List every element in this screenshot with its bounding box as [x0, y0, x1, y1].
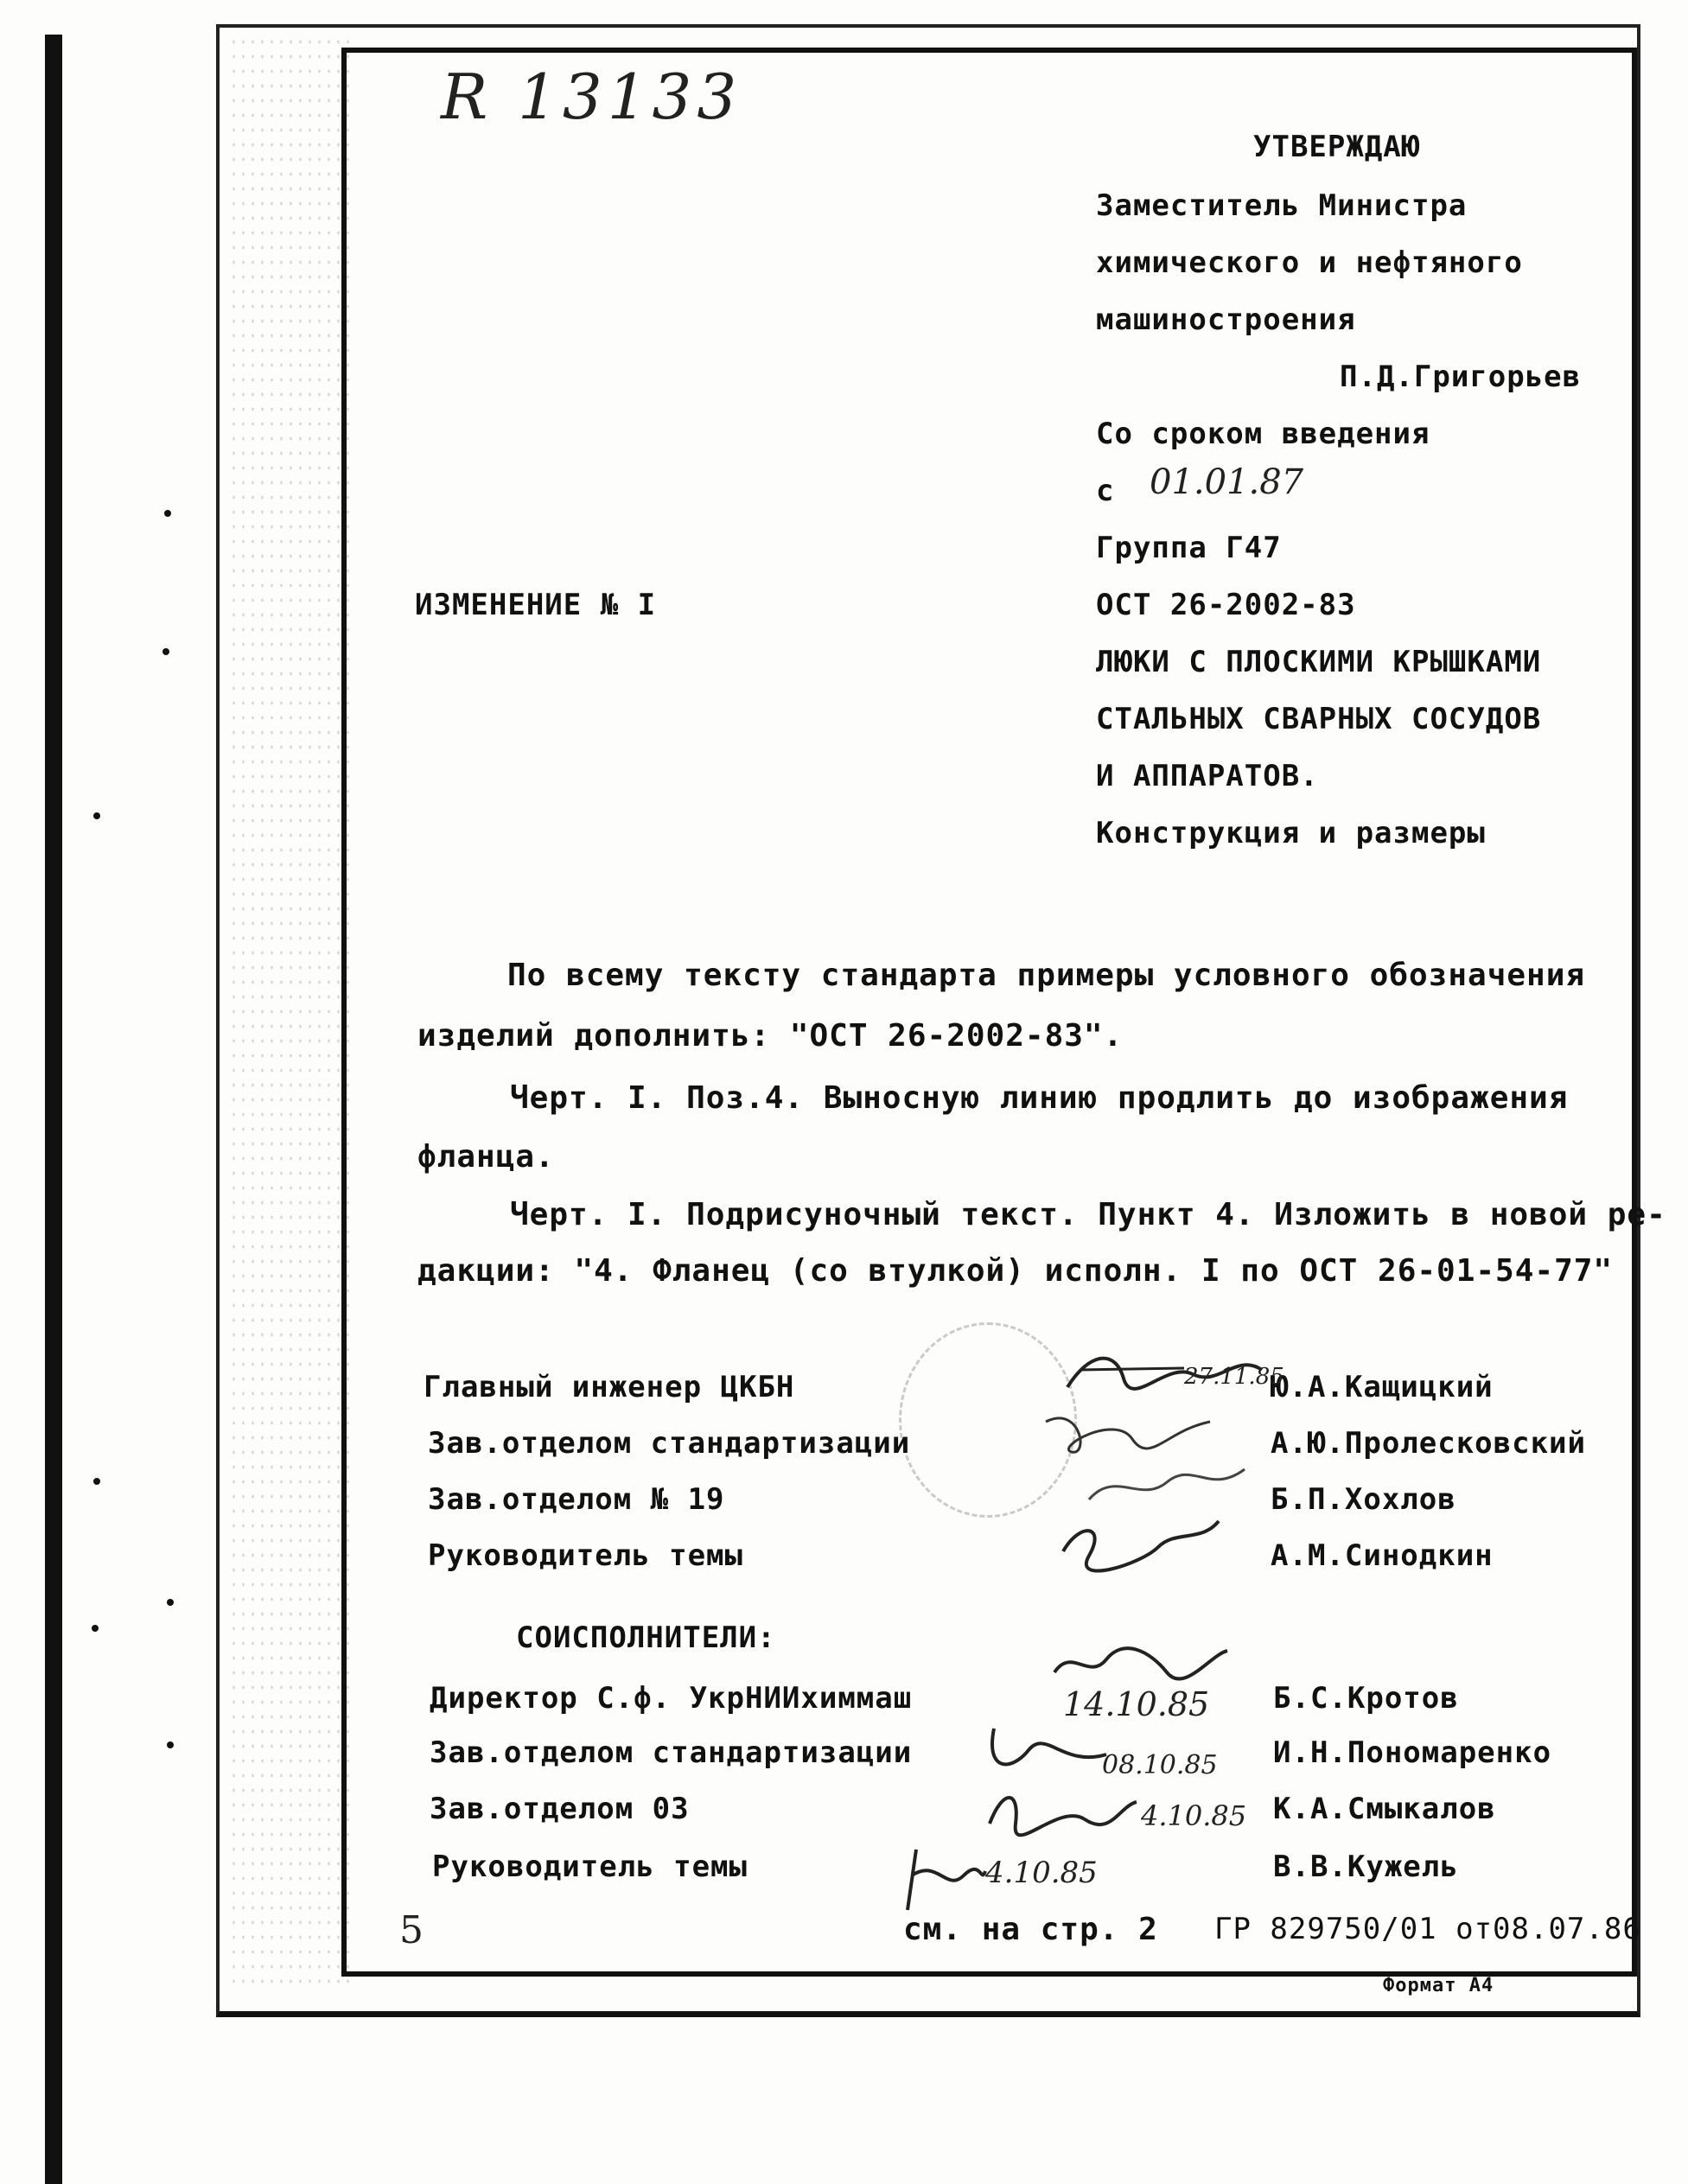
scan-speck — [164, 510, 171, 517]
signature-date: 14.10.85 — [1063, 1685, 1210, 1723]
paragraph-2-line-1: Черт. I. Поз.4. Выносную линию продлить до изображения — [510, 1080, 1569, 1116]
scan-speck — [93, 1478, 100, 1485]
scan-speck — [162, 648, 169, 655]
intro-date-prefix: с — [1096, 474, 1115, 508]
group-code: Группа Г47 — [1096, 531, 1282, 565]
paragraph-3-line-1: Черт. I. Подрисуночный текст. Пункт 4. Изложить в новой ре- — [510, 1197, 1666, 1232]
continued-note: см. на стр. 2 — [903, 1912, 1158, 1947]
document-title-line-2: СТАЛЬНЫХ СВАРНЫХ СОСУДОВ — [1096, 702, 1542, 736]
paragraph-1-line-1: По всему тексту стандарта примеры условного обозначения — [507, 958, 1586, 993]
signatory-name: Ю.А.Кащицкий — [1271, 1370, 1494, 1404]
signature — [1054, 1517, 1227, 1581]
standard-number: ОСТ 26-2002-83 — [1096, 588, 1356, 622]
handwritten-reference-number: R 13133 — [441, 60, 742, 133]
coexecutor-name: К.А.Смыкалов — [1273, 1792, 1496, 1826]
paragraph-2-line-2: фланца. — [417, 1139, 555, 1175]
signatory-role: Главный инженер ЦКБН — [424, 1370, 795, 1404]
coexecutor-name: В.В.Кужель — [1273, 1850, 1459, 1884]
intro-date-label: Со сроком введения — [1096, 417, 1430, 451]
signatory-name: Б.П.Хохлов — [1271, 1482, 1456, 1517]
signature-date: 08.10.85 — [1102, 1750, 1218, 1780]
approver-position-line-2: химического и нефтяного — [1096, 245, 1523, 280]
signatory-role: Зав.отделом стандартизации — [428, 1426, 911, 1461]
page-mark: 5 — [399, 1908, 424, 1952]
binding-edge — [45, 35, 62, 2184]
document-title-line-4: Конструкция и размеры — [1096, 816, 1486, 850]
coexecutors-title: СОИСПОЛНИТЕЛИ: — [516, 1620, 776, 1655]
scan-speck — [167, 1741, 174, 1748]
signature — [1063, 1344, 1271, 1408]
intro-date-handwritten: 01.01.87 — [1150, 462, 1304, 502]
signature-date: 27.11.85 — [1184, 1364, 1284, 1390]
approver-position-line-3: машиностроения — [1096, 302, 1356, 337]
paragraph-1-line-2: изделий дополнить: "ОСТ 26-2002-83". — [417, 1018, 1124, 1054]
signature — [985, 1720, 1115, 1784]
paper-format-label: Формат А4 — [1383, 1975, 1494, 1996]
document-title-line-1: ЛЮКИ С ПЛОСКИМИ КРЫШКАМИ — [1096, 645, 1542, 679]
document-title-line-3: И АППАРАТОВ. — [1096, 759, 1319, 793]
approver-name: П.Д.Григорьев — [1340, 360, 1582, 394]
scan-speck — [92, 1625, 99, 1632]
signature — [1037, 1404, 1227, 1468]
paragraph-3-line-2: дакции: "4. Фланец (со втулкой) исполн. I по ОСТ 26-01-54-77" — [417, 1253, 1614, 1289]
coexecutor-role: Зав.отделом стандартизации — [430, 1735, 913, 1770]
coexecutor-name: Б.С.Кротов — [1273, 1681, 1459, 1716]
signature-date: 4.10.85 — [985, 1856, 1098, 1890]
signature-date: 4.10.85 — [1141, 1799, 1247, 1832]
signature — [981, 1785, 1145, 1840]
signature — [1080, 1461, 1253, 1516]
scan-speck — [93, 812, 100, 819]
coexecutor-role: Зав.отделом 03 — [430, 1792, 690, 1826]
coexecutor-name: И.Н.Пономаренко — [1273, 1735, 1552, 1770]
signatory-role: Руководитель темы — [428, 1538, 743, 1573]
change-label: ИЗМЕНЕНИЕ № I — [415, 588, 657, 622]
approval-title: УТВЕРЖДАЮ — [1253, 130, 1421, 164]
scan-speck — [167, 1599, 174, 1606]
approver-position-line-1: Заместитель Министра — [1096, 188, 1468, 223]
signatory-name: А.М.Синодкин — [1271, 1538, 1494, 1573]
signature — [1046, 1638, 1236, 1693]
signatory-name: А.Ю.Пролесковский — [1271, 1426, 1586, 1461]
registration-number: ГР 829750/01 от08.07.86 — [1214, 1912, 1641, 1946]
signature — [903, 1841, 990, 1922]
coexecutor-role: Руководитель темы — [432, 1850, 748, 1884]
signatory-role: Зав.отделом № 19 — [428, 1482, 725, 1517]
coexecutor-role: Директор С.ф. УкрНИИхиммаш — [430, 1681, 913, 1716]
